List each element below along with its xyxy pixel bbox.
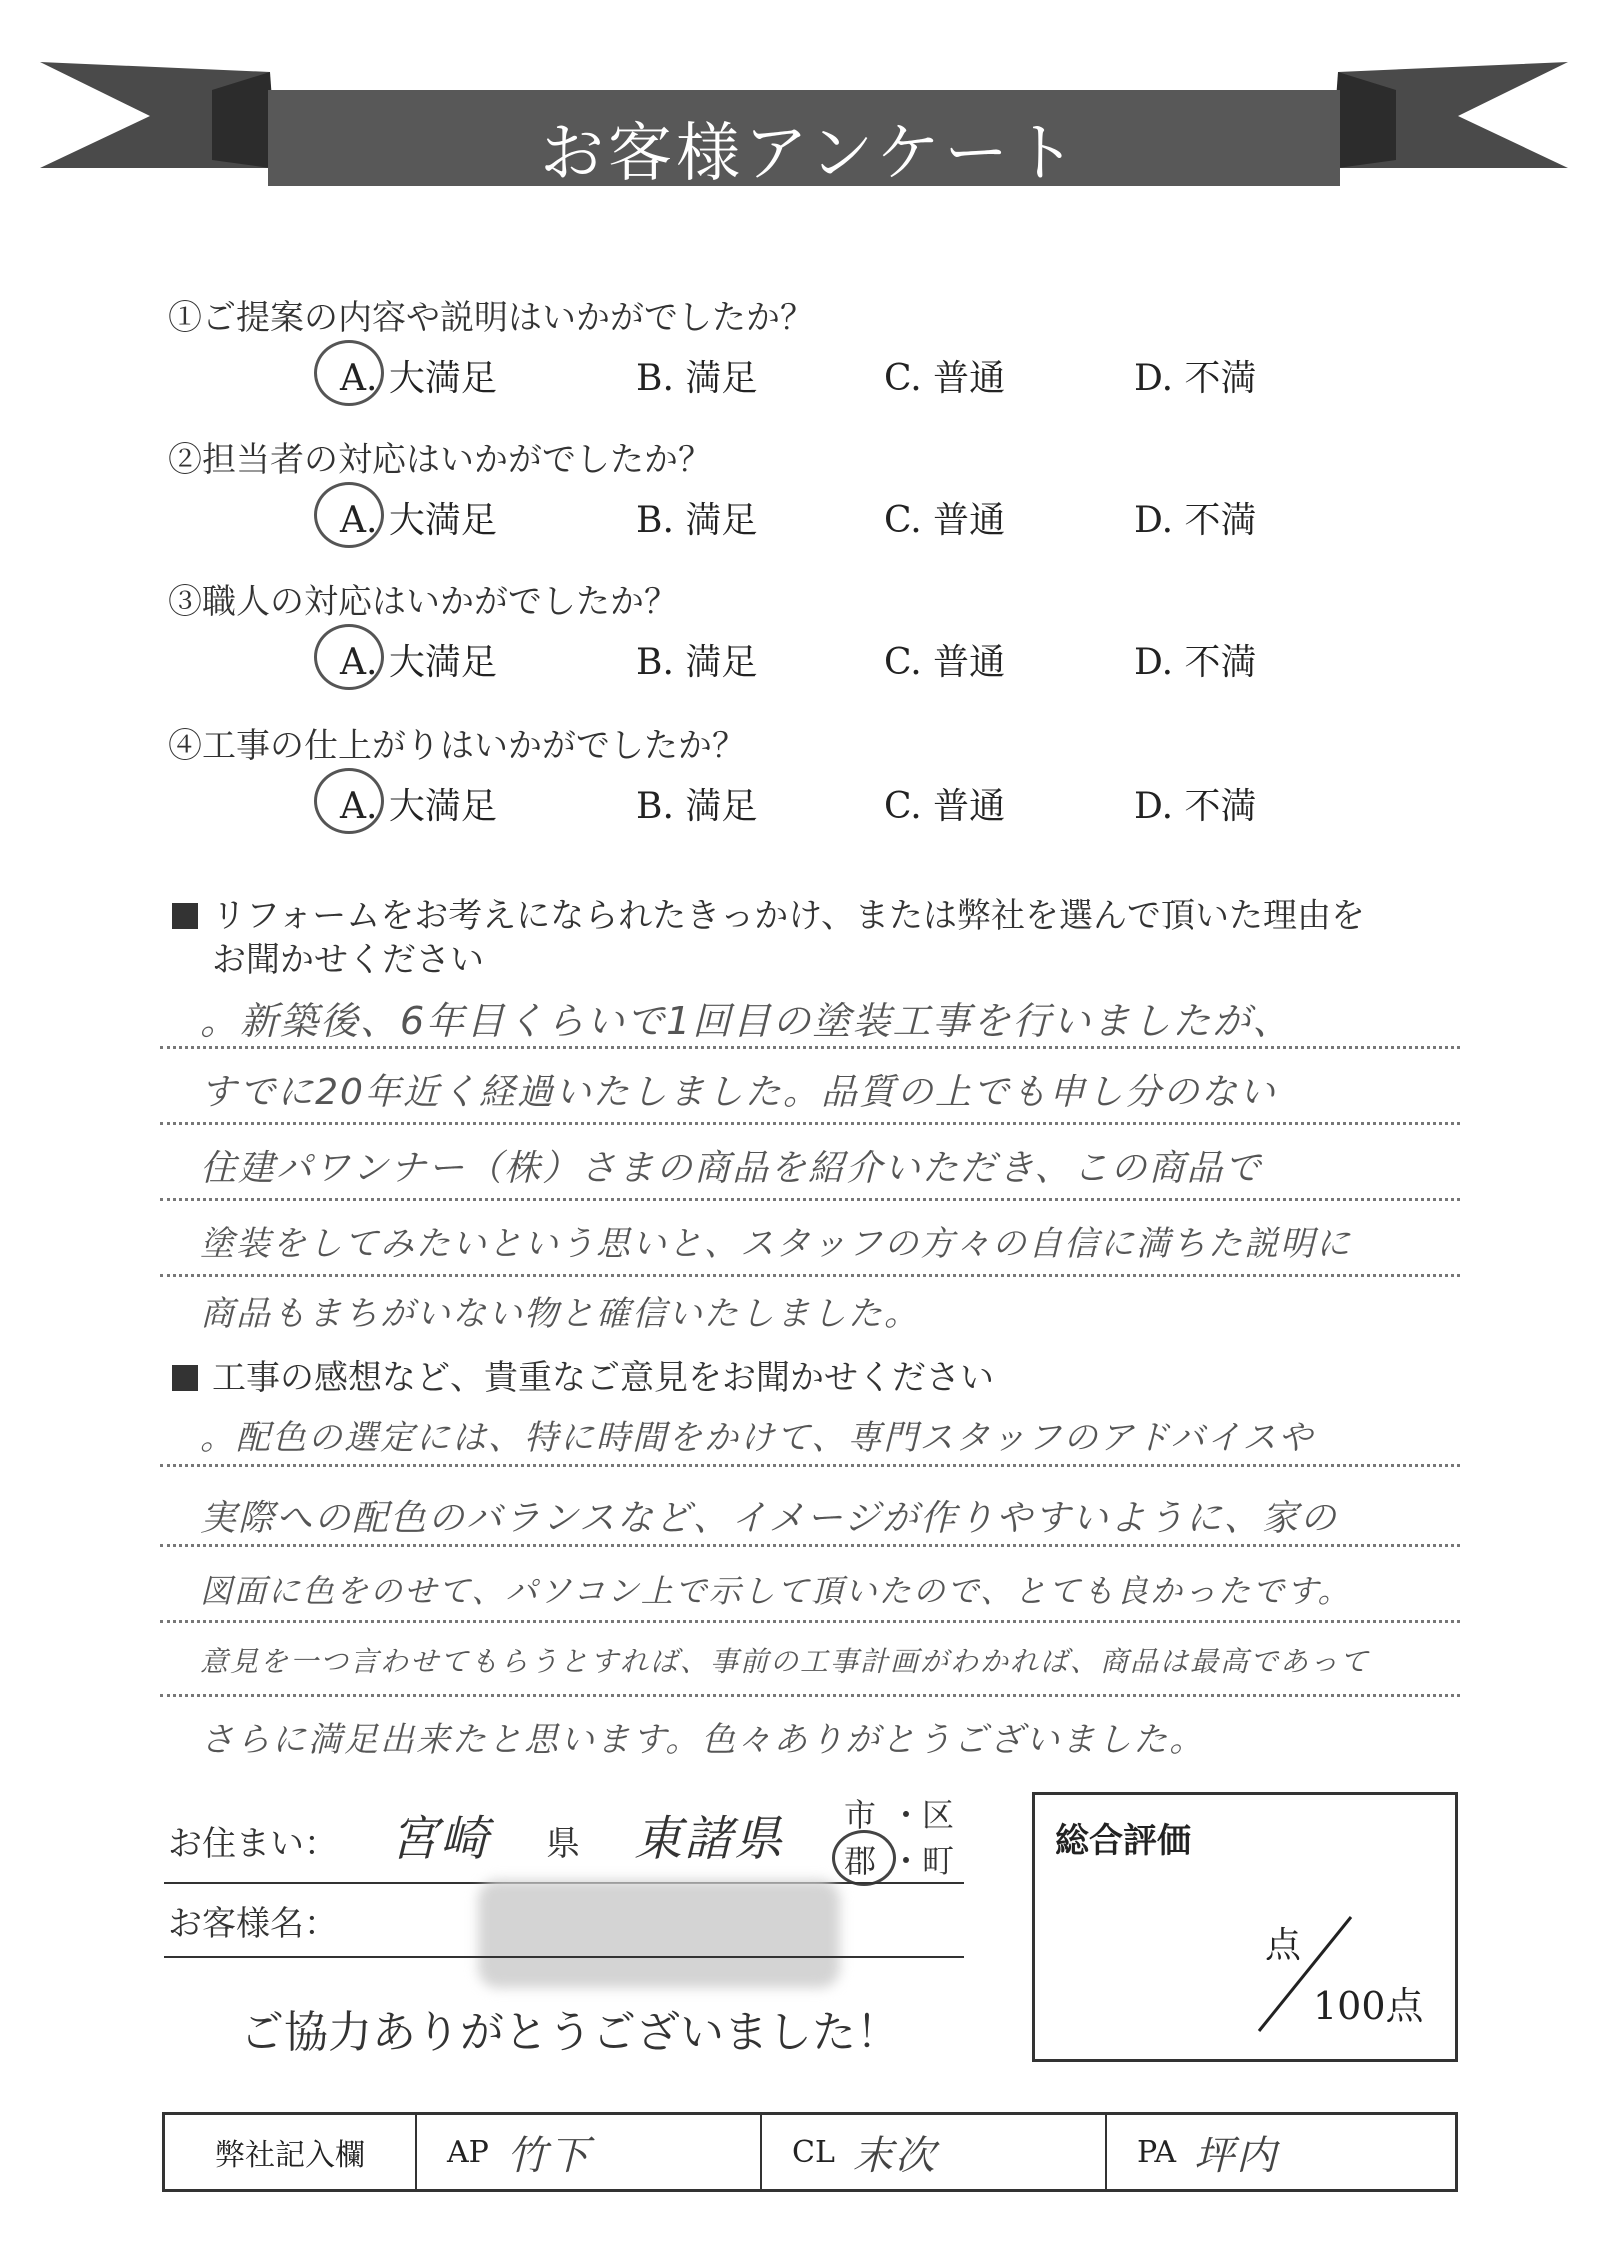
dotted-rule: [160, 1046, 1460, 1049]
dotted-rule: [160, 1198, 1460, 1201]
ap-cell[interactable]: [417, 2115, 762, 2189]
customer-name-label: お客様名：: [168, 1904, 338, 1944]
ken-label: 県: [546, 1824, 580, 1864]
page-title: お客様アンケート: [540, 117, 1081, 191]
section2-line-3: 図面に色をのせて、パソコン上で示して頂いたので、とても良かったです。: [200, 1572, 1352, 1610]
dot-separator: ・: [890, 1796, 923, 1834]
option-d-4[interactable]: D. 不満: [1134, 786, 1257, 827]
shi-label: 市: [844, 1796, 877, 1834]
section2-line-4: 意見を一つ言わせてもらうとすれば、事前の工事計画がわかれば、商品は最高であって: [200, 1645, 1370, 1678]
pa-value: 坪内: [1194, 2132, 1279, 2179]
square-bullet-icon: [172, 903, 198, 929]
name-underline: [164, 1956, 964, 1958]
dotted-rule: [160, 1620, 1460, 1623]
gun-selected-circle: [832, 1830, 896, 1886]
section1-heading-cont: お聞かせください: [212, 940, 484, 980]
cl-value: 末次: [852, 2132, 937, 2179]
option-b-3[interactable]: B. 満足: [636, 642, 758, 683]
office-use-table: [162, 2112, 1458, 2192]
cl-cell[interactable]: [762, 2115, 1107, 2189]
question-3: ③職人の対応はいかがでしたか？: [168, 582, 678, 622]
cl-label: CL: [792, 2134, 835, 2170]
question-4: ④工事の仕上がりはいかがでしたか？: [168, 726, 746, 766]
dotted-rule: [160, 1694, 1460, 1697]
section2-line-2: 実際への配色のバランスなど、イメージが作りやすいように、家の: [200, 1498, 1338, 1539]
dotted-rule: [160, 1464, 1460, 1467]
prefecture-value: 宮崎: [390, 1811, 491, 1867]
question-1: ①ご提案の内容や説明はいかがでしたか？: [168, 298, 814, 338]
option-d-1[interactable]: D. 不満: [1134, 358, 1257, 399]
option-c-4[interactable]: C. 普通: [884, 786, 1006, 827]
section1-line-4: 塗装をしてみたいという思いと、スタッフの方々の自信に満ちた説明に: [200, 1224, 1352, 1264]
section2-line-1: 。配色の選定には、特に時間をかけて、専門スタッフのアドバイスや: [200, 1418, 1315, 1458]
section2-line-5: さらに満足出来たと思います。色々ありがとうございました。: [200, 1720, 1206, 1760]
option-c-1[interactable]: C. 普通: [884, 358, 1006, 399]
district-value: 東諸県: [634, 1811, 785, 1867]
option-b-2[interactable]: B. 満足: [636, 500, 758, 541]
option-c-3[interactable]: C. 普通: [884, 642, 1006, 683]
section1-line-3: 住建パワンナー（株）さまの商品を紹介いただき、この商品で: [200, 1148, 1263, 1189]
evaluation-point-label: 点: [1265, 1925, 1302, 1966]
section1-line-1: 。新築後、6年目くらいで1回目の塗装工事を行いましたが、: [200, 999, 1293, 1043]
thanks-message: ご協力ありがとうございました！: [240, 2007, 900, 2058]
option-a-1[interactable]: A. 大満足: [340, 358, 497, 399]
section2-heading: 工事の感想など、貴重なご意見をお聞かせください: [172, 1350, 994, 1399]
option-a-3[interactable]: A. 大満足: [340, 642, 497, 683]
address-label: お住まい：: [168, 1824, 338, 1864]
option-b-1[interactable]: B. 満足: [636, 358, 758, 399]
office-label-cell: [165, 2115, 417, 2189]
pa-cell[interactable]: [1107, 2115, 1455, 2189]
evaluation-title: 総合評価: [1055, 1821, 1191, 1861]
section1-line-5: 商品もまちがいない物と確信いたしました。: [200, 1294, 920, 1334]
redacted-name: [478, 1880, 840, 1988]
ap-value: 竹下: [506, 2132, 591, 2179]
dotted-rule: [160, 1544, 1460, 1547]
overall-evaluation-box: [1032, 1792, 1458, 2062]
option-b-4[interactable]: B. 満足: [636, 786, 758, 827]
ku-label: 区: [922, 1796, 955, 1834]
option-a-2[interactable]: A. 大満足: [340, 500, 497, 541]
option-d-2[interactable]: D. 不満: [1134, 500, 1257, 541]
question-2: ②担当者の対応はいかがでしたか？: [168, 440, 712, 480]
option-d-3[interactable]: D. 不満: [1134, 642, 1257, 683]
gun-label: 郡: [844, 1842, 877, 1880]
section1-line-2: すでに20年近く経過いたしました。品質の上でも申し分のない: [200, 1072, 1277, 1113]
dotted-rule: [160, 1274, 1460, 1277]
dotted-rule: [160, 1122, 1460, 1125]
square-bullet-icon: [172, 1365, 198, 1391]
office-label: 弊社記入欄: [215, 2138, 365, 2173]
section1-heading: リフォームをお考えになられたきっかけ、または弊社を選んで頂いた理由を: [172, 888, 1365, 937]
option-c-2[interactable]: C. 普通: [884, 500, 1006, 541]
dot-separator: ・: [890, 1842, 923, 1880]
ap-label: AP: [447, 2134, 489, 2170]
option-a-4[interactable]: A. 大満足: [340, 786, 497, 827]
pa-label: PA: [1137, 2134, 1177, 2170]
cho-label: 町: [922, 1842, 955, 1880]
evaluation-max: 100点: [1313, 1984, 1424, 2028]
